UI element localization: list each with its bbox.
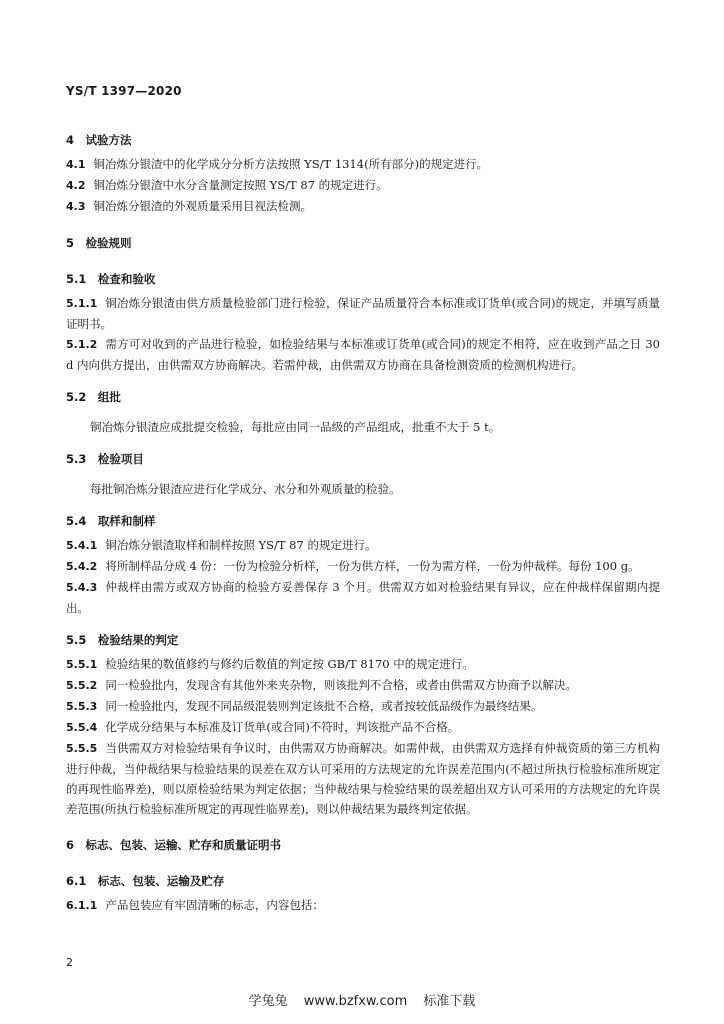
clause-text: 当供需双方对检验结果有争议时，由供需双方协商解决。如需仲裁，由供需双方选择有仲裁资质的第三方机构进行仲裁，当仲裁结果与检验结果的误差在双方认可采用的方法规定的允许误差范围内(不超过所执行检验标准所规定的再现性临界差)，则以原检验结果为判定依据；当仲裁结果与检验结果的误差超出双方认可采用的方法规定的允许误差范围(所执行检验标准所规定的再现性临界差)，则以仲裁结果为最终判定依据。 (66, 741, 660, 816)
clause-number: 5.5.4 (66, 721, 98, 734)
clause-item (66, 556, 660, 577)
clause-text: 仲裁样由需方或双方协商的检验方妥善保存 3 个月。供需双方如对检验结果有异议，应在仲裁样保留期内提出。 (66, 580, 660, 615)
clause-text: 产品包装应有牢固清晰的标志，内容包括： (105, 898, 324, 912)
clause-text: 铜冶炼分银渣的外观质量采用目视法检测。 (93, 199, 312, 213)
clause-text: 化学成分结果与本标准及订货单(或合同)不符时，判该批产品不合格。 (105, 720, 460, 734)
clause-text: 检验结果的数值修约与修约后数值的判定按 GB/T 8170 中的规定进行。 (105, 657, 474, 671)
clause-text: 铜冶炼分银渣中的化学成分分析方法按照 YS/T 1314(所有部分)的规定进行。 (93, 157, 489, 171)
page-number: 2 (66, 956, 73, 969)
clause-number: 4.2 (66, 179, 86, 192)
clause-number: 5.4.3 (66, 581, 98, 594)
paragraph: 每批铜冶炼分银渣应进行化学成分、水分和外观质量的检验。 (90, 482, 401, 496)
clause-text: 将所制样品分成 4 份：一份为检验分析样，一份为供方样，一份为需方样，一份为仲裁样。每份 100 g。 (105, 559, 640, 573)
clause-text: 铜冶炼分银渣由供方质量检验部门进行检验，保证产品质量符合本标准或订货单(或合同)的规定，并填写质量证明书。 (66, 296, 660, 331)
section-heading: 5.3 检验项目 (66, 452, 144, 466)
clause-number: 5.5.1 (66, 658, 98, 671)
standard-code-header: YS/T 1397—2020 (66, 84, 182, 98)
clause-item (66, 293, 660, 334)
section-heading: 4 试验方法 (66, 133, 132, 147)
clause-number: 5.1.1 (66, 297, 98, 310)
clause-text: 同一检验批内，发现含有其他外来夹杂物，则该批判不合格，或者由供需双方协商予以解决。 (105, 678, 577, 692)
clause-text: 同一检验批内，发现不同品级混装则判定该批不合格，或者按较低品级作为最终结果。 (105, 699, 543, 713)
clause-number: 4.1 (66, 158, 86, 171)
clause-item (66, 196, 660, 217)
clause-text: 铜冶炼分银渣中水分含量测定按照 YS/T 87 的规定进行。 (93, 178, 388, 192)
footer-site-name: 学兔兔 (248, 994, 288, 1009)
clause-item (66, 577, 660, 618)
section-heading: 5.5 检验结果的判定 (66, 633, 179, 647)
section-heading: 6 标志、包装、运输、贮存和质量证明书 (66, 838, 281, 852)
clause-number: 4.3 (66, 200, 86, 213)
clause-number: 5.4.2 (66, 560, 98, 573)
clause-item (66, 738, 660, 819)
section-heading: 5.1 检查和验收 (66, 272, 156, 286)
footer-tagline: 标准下载 (423, 994, 476, 1009)
document-body (66, 124, 660, 916)
clause-text: 需方可对收到的产品进行检验，如检验结果与本标准或订货单(或合同)的规定不相符，应在收到产品之日 30 d 内向供方提出，由供需双方协商解决。若需仲裁，由供需双方协商在具备检测资质的检测机构进行。 (66, 337, 660, 372)
clause-number: 6.1.1 (66, 899, 98, 912)
section-heading: 5 检验规则 (66, 236, 132, 250)
clause-item (66, 334, 660, 375)
clause-item (66, 675, 660, 696)
clause-item (66, 175, 660, 196)
clause-text: 铜冶炼分银渣取样和制样按照 YS/T 87 的规定进行。 (105, 538, 377, 552)
footer-url[interactable]: www.bzfxw.com (303, 994, 408, 1009)
clause-item (66, 895, 660, 916)
clause-item (66, 717, 660, 738)
footer-watermark (0, 990, 724, 1009)
section-heading: 5.2 组批 (66, 390, 121, 404)
clause-item (66, 535, 660, 556)
clause-number: 5.5.2 (66, 679, 98, 692)
clause-item (66, 154, 660, 175)
paragraph: 铜冶炼分银渣应成批提交检验，每批应由同一品级的产品组成，批重不大于 5 t。 (90, 420, 501, 434)
clause-number: 5.4.1 (66, 539, 98, 552)
section-heading: 6.1 标志、包装、运输及贮存 (66, 874, 225, 888)
clause-item (66, 696, 660, 717)
clause-item (66, 654, 660, 675)
clause-number: 5.1.2 (66, 338, 98, 351)
section-heading: 5.4 取样和制样 (66, 514, 156, 528)
clause-number: 5.5.3 (66, 700, 98, 713)
clause-number: 5.5.5 (66, 742, 98, 755)
